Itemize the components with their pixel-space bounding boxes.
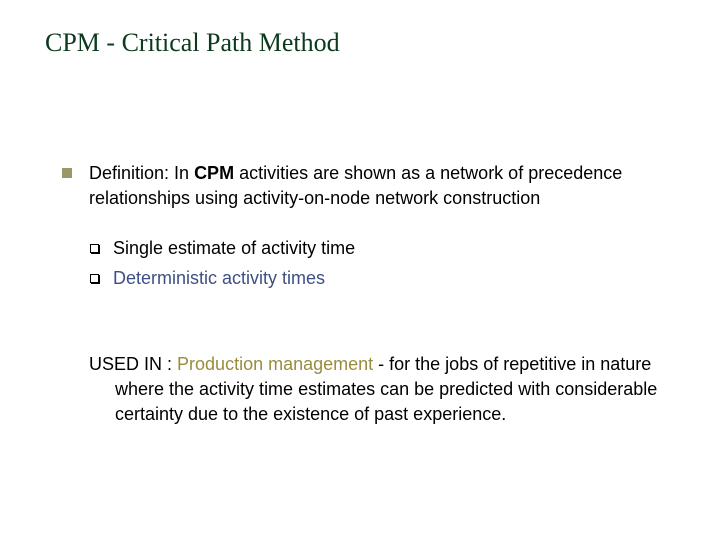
slide-title: CPM - Critical Path Method xyxy=(45,28,340,57)
definition-prefix: Definition: In xyxy=(89,163,195,183)
definition-bold-term: CPM xyxy=(194,163,235,183)
checkbox-bullet-icon xyxy=(90,274,99,283)
sub-bullet-item xyxy=(89,236,355,261)
sub-bullet-item xyxy=(89,266,325,291)
used-in-field: Production management xyxy=(177,354,374,374)
used-in-description: - for the jobs of repetitive in nature where the activity time estimates can be predicted with considerable certainty due to the existence of past experience. xyxy=(115,354,658,424)
used-in-label: USED IN : xyxy=(89,354,173,374)
sub-bullet-label: Deterministic activity times xyxy=(113,268,326,288)
bullet-square-icon xyxy=(62,168,72,178)
sub-bullet-label: Single estimate of activity time xyxy=(113,238,356,258)
definition-paragraph xyxy=(89,161,649,211)
checkbox-bullet-icon xyxy=(90,244,99,253)
definition-rest: activities are shown as a network of precedence relationships using activity-on-node network construction xyxy=(89,163,623,208)
used-in-paragraph xyxy=(89,352,659,427)
